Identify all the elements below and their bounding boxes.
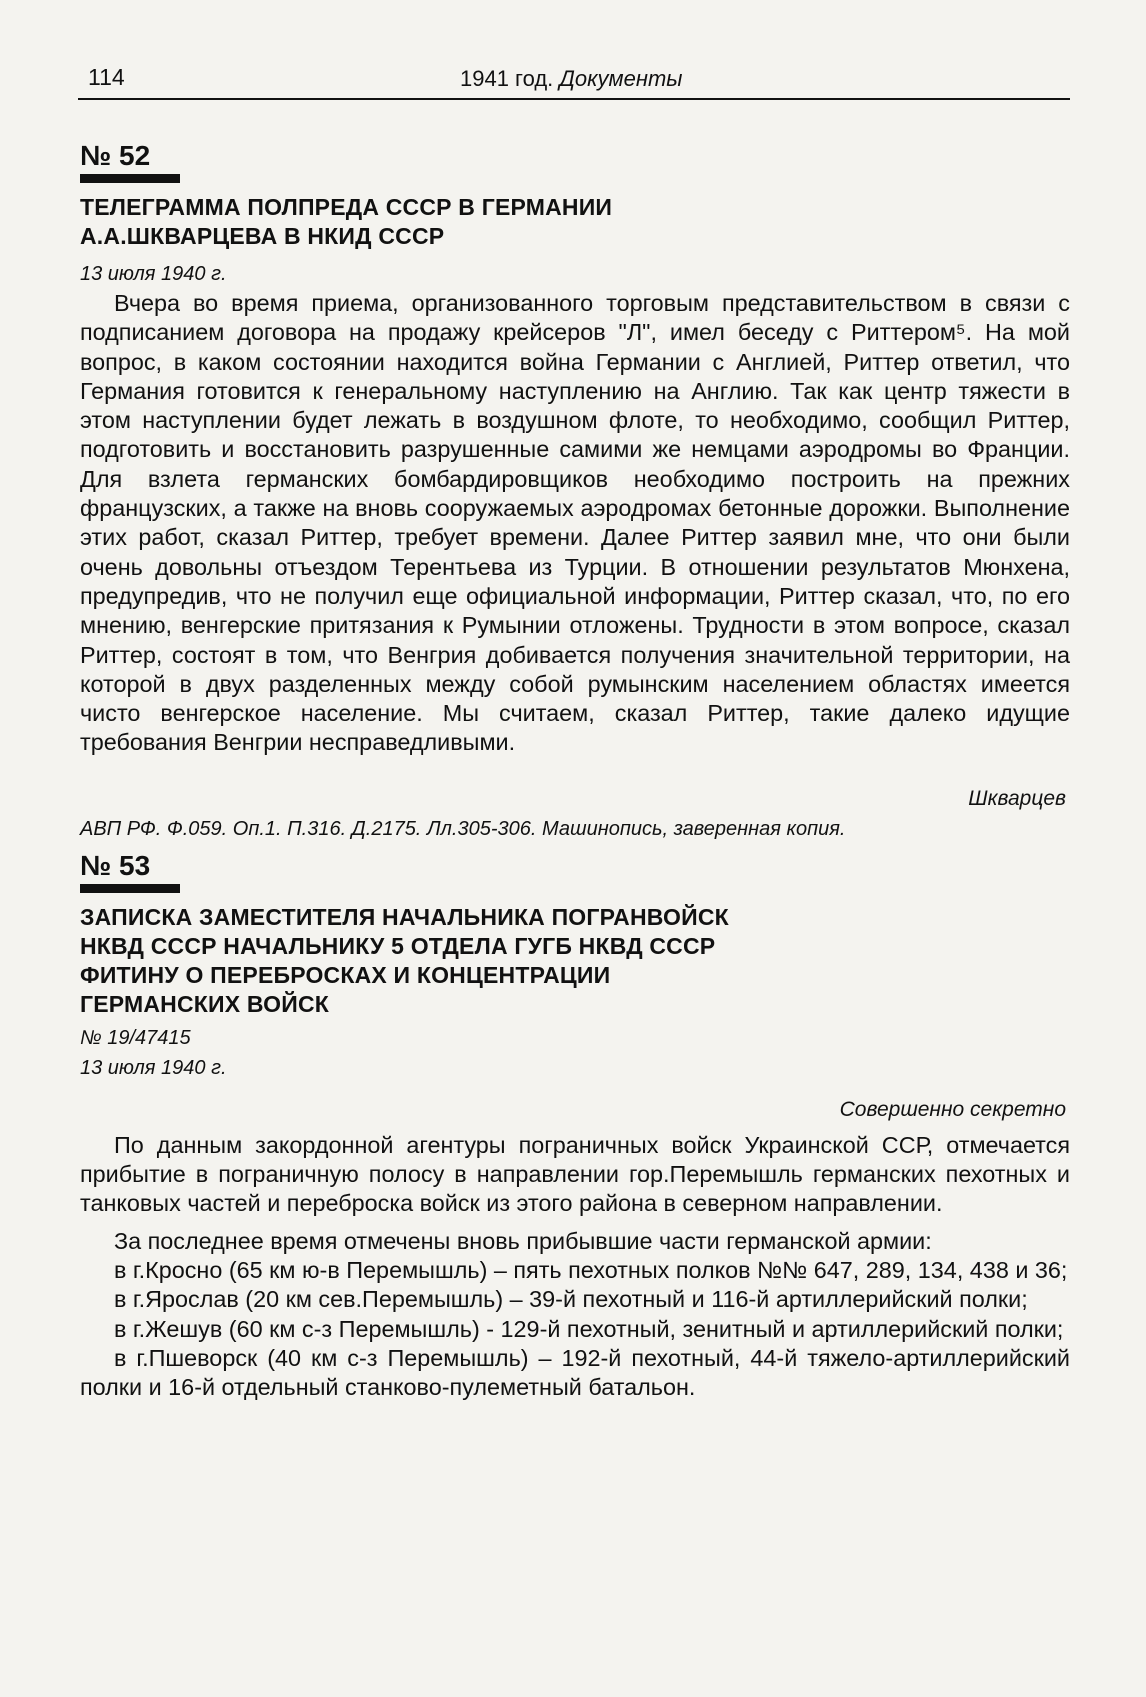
running-title [460, 66, 682, 92]
doc53-para1: По данным закордонной агентуры пограничных войск Украинской ССР, отмечается прибытие в пограничную полосу в направлении гор.Перемышль германских пехотных и танковых частей и переброска войск из этого района в северном направлении. [80, 1131, 1070, 1217]
doc53-ref-number: № 19/47415 [80, 1026, 191, 1049]
list-item: в г.Ярослав (20 км сев.Перемышль) – 39-й пехотный и 116-й артиллерийский полки; [114, 1286, 1028, 1313]
doc53-para2: За последнее время отмечены вновь прибывшие части германской армии: [114, 1227, 932, 1254]
doc53-title-line: ФИТИНУ О ПЕРЕБРОСКАХ И КОНЦЕНТРАЦИИ [80, 961, 611, 988]
doc52-body: Вчера во время приема, организованного торговым представительством в связи с подписанием договора на продажу крейсеров "Л", имел беседу с Риттером⁵. На мой вопрос, в каком состоянии находится война Германии с Англией, Риттер ответил, что Германия готовится к генеральному наступлению на Англию. Так как центр тяжести в этом наступлении будет лежать в воздушном флоте, то необходимо, сообщил Риттер, подготовить и восстановить разрушенные самими же немцами аэродромы во Франции. Для взлета германских бомбардировщиков необходимо построить на прежних французских, а также на вновь сооружаемых аэродромах бетонные дорожки. Выполнение этих работ, сказал Риттер, требует времени. Далее Риттер заявил мне, что они были очень довольны отъездом Терентьева из Турции. В отношении результатов Мюнхена, предупредив, что не получил еще официальной информации, Риттер сказал, что, по его мнению, венгерские притязания к Румынии отложены. Трудности в этом вопросе, сказал Риттер, состоят в том, что Венгрия добивается получения значительной территории, на которой в двух разделенных между собой румынским населением областях имеется чисто венгерское население. Мы считаем, сказал Риттер, такие далеко идущие требования Венгрии несправедливыми. [80, 290, 1070, 756]
doc52-date: 13 июля 1940 г. [80, 263, 227, 285]
running-title-year: 1941 год. [460, 66, 554, 91]
doc52-archive: АВП РФ. Ф.059. Оп.1. П.316. Д.2175. Лл.305-306. Машинопись, заверенная копия. [80, 817, 846, 840]
doc53-title-line: ЗАПИСКА ЗАМЕСТИТЕЛЯ НАЧАЛЬНИКА ПОГРАНВОЙСК [80, 903, 729, 930]
doc52-title-line: ТЕЛЕГРАММА ПОЛПРЕДА СССР В ГЕРМАНИИ [80, 194, 613, 220]
running-title-rest: Документы [559, 66, 683, 91]
doc52-title [78, 193, 1070, 251]
page-number: 114 [88, 64, 125, 90]
list-item: в г.Пшеворск (40 км с-з Перемышль) – 192-й пехотный, 44-й тяжело-артиллерийский полки и 16-й отдельный станково-пулеметный батальон. [80, 1344, 1070, 1401]
doc53-number: № 53 [80, 849, 151, 881]
doc53-rule [80, 884, 180, 893]
list-item: в г.Жешув (60 км с-з Перемышль) - 129-й пехотный, зенитный и артиллерийский полки; [114, 1315, 1064, 1342]
doc53-title-line: ГЕРМАНСКИХ ВОЙСК [80, 990, 330, 1017]
page-header [78, 60, 1070, 100]
doc52-number: № 52 [80, 140, 151, 171]
doc53-unit-list [78, 1256, 1070, 1402]
document-page [78, 60, 1070, 1402]
doc52-signature: Шкварцев [968, 786, 1066, 810]
doc52-title-line: А.А.ШКВАРЦЕВА В НКИД СССР [80, 223, 445, 249]
doc53-title-line: НКВД СССР НАЧАЛЬНИКУ 5 ОТДЕЛА ГУГБ НКВД СССР [80, 932, 716, 959]
doc52-rule [80, 174, 180, 183]
doc53-classification: Совершенно секретно [839, 1097, 1066, 1121]
list-item: в г.Кросно (65 км ю-в Перемышль) – пять пехотных полков №№ 647, 289, 134, 438 и 36; [114, 1256, 1068, 1283]
doc53-title [78, 903, 1070, 1019]
doc53-date: 13 июля 1940 г. [80, 1056, 227, 1079]
